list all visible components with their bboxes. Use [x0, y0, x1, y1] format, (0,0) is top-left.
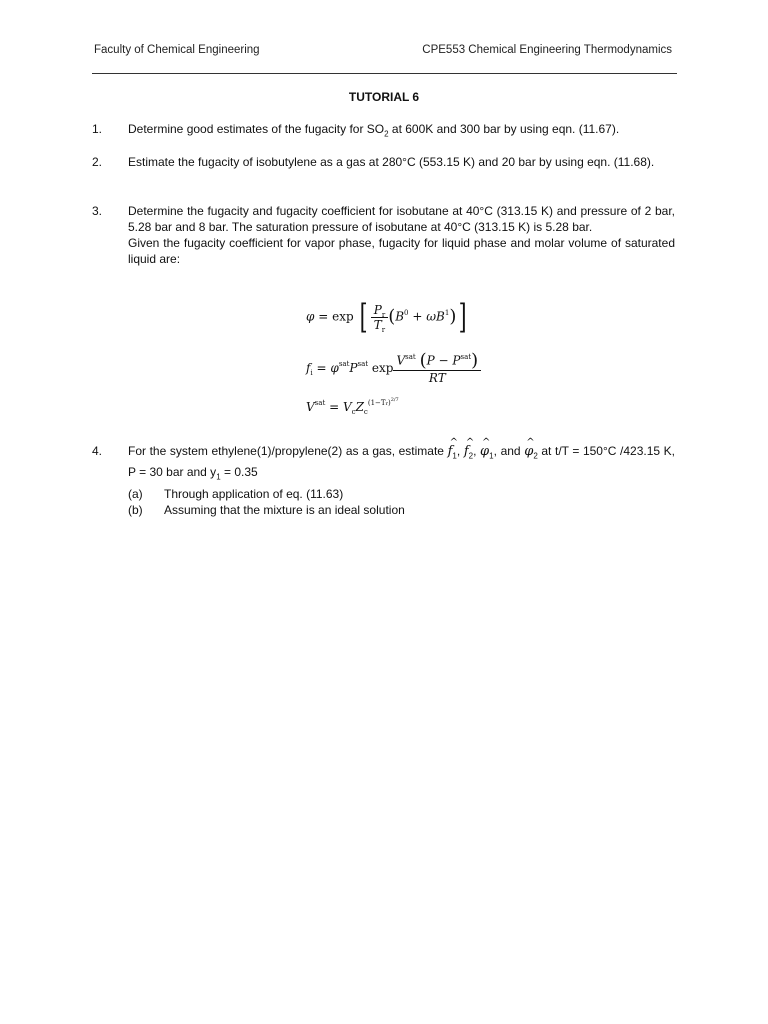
eq-subscript: c — [363, 408, 368, 416]
eq-operator: − — [438, 353, 449, 368]
question-number: 3. — [92, 204, 103, 218]
question-3 — [92, 203, 675, 267]
eq-symbol: V — [306, 400, 315, 414]
eq-subscript: r — [385, 401, 388, 407]
question-text — [128, 443, 675, 518]
eq-symbol: φ — [306, 309, 315, 324]
question-text-main: Determine the fugacity and fugacity coefficient for isobutane at 40°C (313.15 K) and pressure of 2 bar, 5.28 bar and 8 bar. The saturation pressure of isobutane at 40°C (313.15 K) is 5.28 bar. — [128, 204, 675, 234]
paren-left: ( — [388, 306, 396, 327]
header-course: CPE553 Chemical Engineering Thermodynamics — [422, 44, 672, 56]
question-part — [128, 502, 675, 518]
eq-subscript: c — [351, 408, 356, 416]
subscript: 2 — [384, 129, 389, 139]
part-text: Assuming that the mixture is an ideal solution — [164, 502, 405, 517]
eq-symbol: ^ φ — [480, 444, 489, 460]
eq-symbol: RT — [428, 371, 446, 385]
eq-symbol: ^ f — [464, 444, 469, 460]
subscript: 1 — [452, 451, 457, 461]
eq-operator: = — [329, 400, 340, 414]
eq-symbol: T — [373, 317, 382, 332]
eq-superscript: ) — [387, 399, 391, 407]
subscript: 2 — [533, 451, 538, 461]
eq-symbol: φ — [330, 361, 339, 375]
eq-symbol: P — [373, 302, 382, 317]
eq-separator: , — [456, 444, 461, 458]
eq-symbol: P — [426, 353, 435, 368]
question-number: 4. — [92, 444, 103, 458]
question-1 — [92, 121, 675, 142]
part-label: (a) — [128, 486, 143, 501]
eq-superscript: sat — [338, 360, 350, 368]
equation-fi — [306, 352, 481, 385]
eq-subscript: r — [381, 310, 386, 319]
eq-operator: + — [412, 309, 423, 324]
question-number: 2. — [92, 155, 103, 169]
question-text-a: Determine good estimates of the fugacity for SO — [128, 122, 385, 136]
eq-superscript: (1−T — [367, 399, 386, 407]
eq-operator: = — [316, 361, 327, 375]
subscript: 1 — [216, 472, 221, 482]
eq-superscript: sat — [460, 352, 472, 361]
header-rule — [92, 73, 677, 74]
eq-symbol: f — [306, 361, 311, 375]
eq-symbol: P — [349, 361, 358, 375]
eq-symbol: B — [436, 309, 445, 324]
fraction-vsat — [393, 352, 481, 385]
question-part — [128, 486, 675, 502]
eq-superscript: sat — [314, 399, 326, 407]
bracket-right: ] — [459, 297, 467, 337]
part-label: (b) — [128, 502, 143, 517]
subscript: 2 — [468, 451, 474, 461]
eq-superscript: 0 — [404, 308, 409, 317]
eq-symbol: B — [395, 309, 405, 324]
eq-text: exp — [371, 361, 394, 375]
question-4 — [92, 443, 675, 518]
header-faculty: Faculty of Chemical Engineering — [94, 44, 260, 56]
eq-symbol: V — [342, 400, 352, 414]
paren-left: ( — [419, 350, 427, 371]
eq-superscript: sat — [357, 360, 369, 368]
paren-right: ) — [471, 350, 479, 371]
equation-phi — [306, 297, 470, 337]
question-parts — [128, 486, 675, 518]
eq-symbol: ^ f — [448, 444, 453, 460]
eq-text: and — [500, 444, 521, 458]
eq-text: = exp — [318, 309, 354, 324]
question-2 — [92, 154, 675, 170]
eq-symbol: Z — [355, 400, 364, 414]
subscript: 1 — [489, 451, 494, 461]
eq-subscript: r — [381, 325, 386, 334]
question-text-b: at 600K and 300 bar by using eqn. (11.67). — [388, 122, 620, 136]
question-text — [128, 121, 675, 142]
question-text-c: = 0.35 — [220, 465, 258, 480]
eq-superscript: sat — [405, 352, 416, 361]
question-number: 1. — [92, 122, 103, 136]
eq-symbol: ^ φ — [524, 444, 533, 460]
eq-subscript: i — [310, 369, 313, 377]
paren-right: ) — [449, 306, 457, 327]
page-title: TUTORIAL 6 — [348, 90, 420, 104]
eq-superscript: 1 — [444, 308, 450, 317]
eq-symbol: V — [396, 353, 406, 368]
eq-symbol: ω — [426, 309, 437, 324]
question-text-a: For the system ethylene(1)/propylene(2) as a gas, estimate — [128, 444, 444, 458]
fraction-pr-tr — [371, 303, 388, 332]
eq-superscript: 2/7 — [390, 397, 399, 403]
eq-separator: , — [473, 444, 477, 458]
equation-vsat — [306, 397, 399, 416]
part-text: Through application of eq. (11.63) — [164, 486, 344, 501]
question-text-b: at t/T = 150°C /423.15 K, P = 30 bar and y — [128, 444, 676, 480]
bracket-left: [ — [360, 297, 369, 337]
question-text — [128, 203, 675, 267]
eq-separator: , — [493, 444, 497, 458]
eq-symbol: P — [452, 353, 461, 368]
question-text-given: Given the fugacity coefficient for vapor phase, fugacity for liquid phase and molar volume of saturated liquid are: — [128, 236, 675, 266]
question-text: Estimate the fugacity of isobutylene as a gas at 280°C (553.15 K) and 20 bar by using eqn. (11.68). — [128, 155, 655, 169]
